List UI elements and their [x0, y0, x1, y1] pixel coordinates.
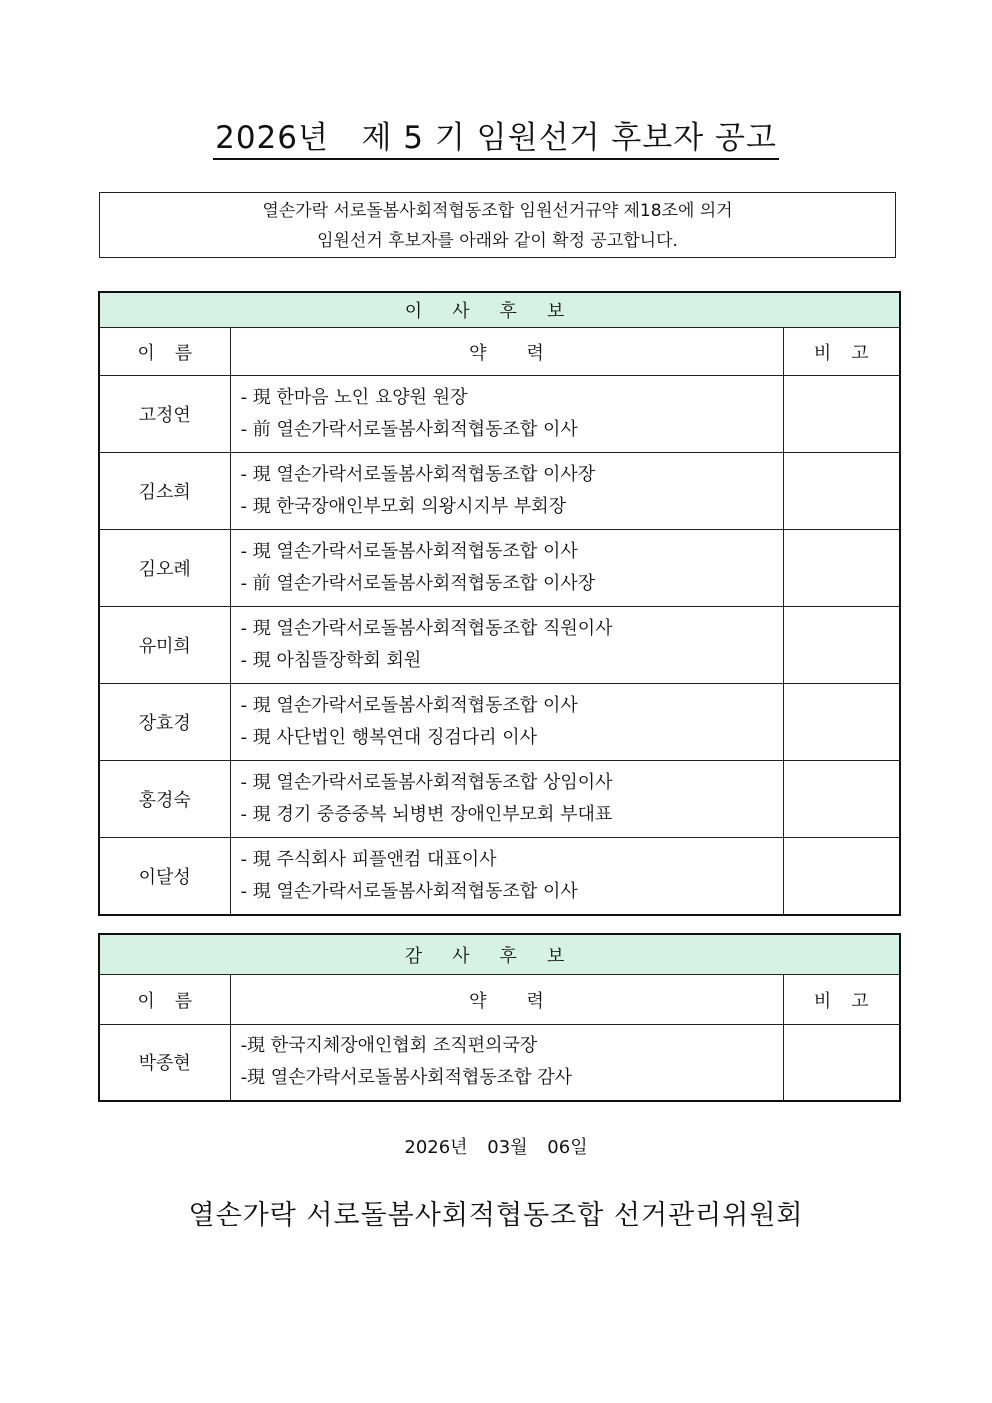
header-name: 이름	[99, 328, 230, 376]
career-line: - 現 주식회사 피플앤컴 대표이사	[240, 848, 497, 870]
career-line: - 現 열손가락서로돌봄사회적협동조합 이사	[240, 541, 578, 562]
career-line: - 現 한마음 노인 요양원 원장	[240, 387, 468, 408]
auditor-section-title: 감사후보	[99, 934, 900, 975]
candidate-career	[230, 838, 783, 915]
candidate-name: 장효경	[99, 684, 230, 761]
director-section-title: 이사후보	[99, 292, 900, 328]
candidate-note	[783, 453, 900, 530]
table-row	[99, 684, 900, 761]
career-line: - 現 한국장애인부모회 의왕시지부 부회장	[240, 496, 567, 517]
notice-line-1: 열손가락 서로돌봄사회적협동조합 임원선거규약 제18조에 의거	[262, 201, 733, 221]
career-line: - 現 열손가락서로돌봄사회적협동조합 직원이사	[240, 618, 613, 639]
candidate-career	[230, 376, 783, 453]
table-row	[99, 376, 900, 453]
candidate-note	[783, 684, 900, 761]
auditor-candidates-table	[98, 933, 901, 1102]
candidate-name: 박종현	[99, 1025, 230, 1101]
organization-name: 열손가락 서로돌봄사회적협동조합 선거관리위원회	[188, 1200, 804, 1231]
table-row	[99, 1025, 900, 1101]
candidate-name: 홍경숙	[99, 761, 230, 838]
candidate-note	[783, 376, 900, 453]
director-candidates-table	[98, 291, 901, 916]
notice-date: 2026년 03월 06일	[404, 1137, 588, 1158]
notice-box	[99, 192, 896, 258]
candidate-name: 유미희	[99, 607, 230, 684]
career-line: - 現 열손가락서로돌봄사회적협동조합 이사장	[240, 464, 596, 485]
career-line: -現 열손가락서로돌봄사회적협동조합 감사	[240, 1067, 573, 1089]
candidate-name: 김오례	[99, 530, 230, 607]
candidate-name: 이달성	[99, 838, 230, 915]
table-row	[99, 607, 900, 684]
career-line: - 現 열손가락서로돌봄사회적협동조합 이사	[240, 695, 578, 716]
candidate-note	[783, 530, 900, 607]
candidate-note	[783, 761, 900, 838]
header-name: 이름	[99, 975, 230, 1025]
page-title-text: 2026년 제 5 기 임원선거 후보자 공고	[213, 120, 779, 160]
header-note: 비고	[783, 975, 900, 1025]
page-title	[0, 112, 992, 157]
notice-line-2: 임원선거 후보자를 아래와 같이 확정 공고합니다.	[317, 231, 678, 251]
career-line: -現 한국지체장애인협회 조직편의국장	[240, 1035, 538, 1057]
candidate-career	[230, 607, 783, 684]
candidate-career	[230, 530, 783, 607]
candidate-note	[783, 607, 900, 684]
header-career: 약력	[230, 975, 783, 1025]
candidate-career	[230, 453, 783, 530]
table-row	[99, 453, 900, 530]
career-line: - 現 열손가락서로돌봄사회적협동조합 이사	[240, 880, 578, 902]
header-career: 약력	[230, 328, 783, 376]
candidate-career	[230, 761, 783, 838]
table-row	[99, 761, 900, 838]
candidate-note	[783, 1025, 900, 1101]
candidate-career	[230, 684, 783, 761]
career-line: - 現 사단법인 행복연대 징검다리 이사	[240, 727, 538, 748]
candidate-note	[783, 838, 900, 915]
career-line: - 前 열손가락서로돌봄사회적협동조합 이사장	[240, 573, 596, 594]
career-line: - 現 열손가락서로돌봄사회적협동조합 상임이사	[240, 772, 613, 793]
header-note: 비고	[783, 328, 900, 376]
candidate-career	[230, 1025, 783, 1101]
table-row	[99, 838, 900, 915]
career-line: - 現 아침뜰장학회 회원	[240, 650, 422, 671]
table-row	[99, 530, 900, 607]
candidate-name: 고정연	[99, 376, 230, 453]
career-line: - 現 경기 중증중복 뇌병변 장애인부모회 부대표	[240, 804, 613, 825]
candidate-name: 김소희	[99, 453, 230, 530]
career-line: - 前 열손가락서로돌봄사회적협동조합 이사	[240, 419, 578, 440]
